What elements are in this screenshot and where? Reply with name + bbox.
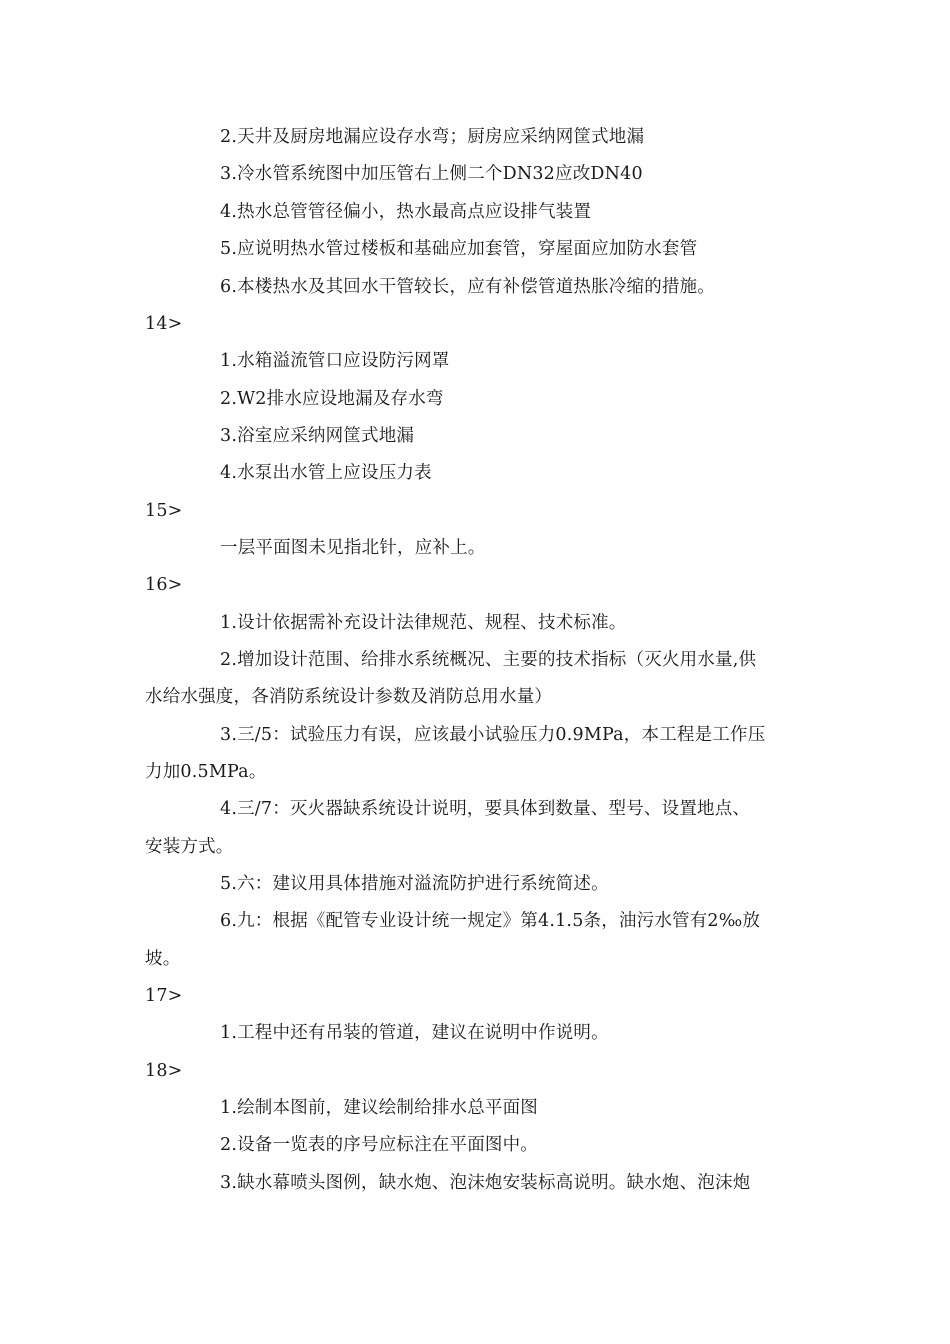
text-line: 4.水泵出水管上应设压力表 [220,463,432,483]
text-line: 2.增加设计范围、给排水系统概况、主要的技术指标（灭火用水量,供 [220,650,757,670]
text-line: 5.应说明热水管过楼板和基础应加套管，穿屋面应加防水套管 [220,239,698,259]
text-line: 安装方式。 [145,837,234,857]
text-line: 6.九：根据《配管专业设计统一规定》第4.1.5条，油污水管有2‰放 [220,911,761,931]
text-line: 5.六：建议用具体措施对溢流防护进行系统简述。 [220,874,609,894]
text-line: 坡。 [145,949,181,969]
text-line: 一层平面图未见指北针，应补上。 [220,538,486,558]
text-line: 1.工程中还有吊装的管道，建议在说明中作说明。 [220,1023,609,1043]
section-number: 16> [145,575,183,595]
text-line: 2.天井及厨房地漏应设存水弯；厨房应采纳网筐式地漏 [220,127,645,147]
text-line: 水给水强度，各消防系统设计参数及消防总用水量） [145,687,553,707]
text-line: 3.浴室应采纳网筐式地漏 [220,426,415,446]
text-line: 3.冷水管系统图中加压管右上侧二个DN32应改DN40 [220,164,643,184]
text-line: 4.三/7：灭火器缺系统设计说明，要具体到数量、型号、设置地点、 [220,799,751,819]
text-line: 1.绘制本图前，建议绘制给排水总平面图 [220,1098,538,1118]
text-line: 2.设备一览表的序号应标注在平面图中。 [220,1135,538,1155]
text-line: 2.W2排水应设地漏及存水弯 [220,389,444,409]
section-number: 14> [145,314,183,334]
text-line: 1.水箱溢流管口应设防污网罩 [220,351,450,371]
text-line: 4.热水总管管径偏小，热水最高点应设排气装置 [220,202,592,222]
text-line: 3.缺水幕喷头图例，缺水炮、泡沫炮安装标高说明。缺水炮、泡沫炮 [220,1173,751,1193]
text-line: 1.设计依据需补充设计法律规范、规程、技术标准。 [220,613,627,633]
text-line: 6.本楼热水及其回水干管较长，应有补偿管道热胀冷缩的措施。 [220,277,715,297]
section-number: 15> [145,501,183,521]
section-number: 18> [145,1061,183,1081]
section-number: 17> [145,986,183,1006]
text-line: 3.三/5：试验压力有误，应该最小试验压力0.9MPa，本工程是工作压 [220,725,766,745]
text-line: 力加0.5MPa。 [145,762,267,782]
